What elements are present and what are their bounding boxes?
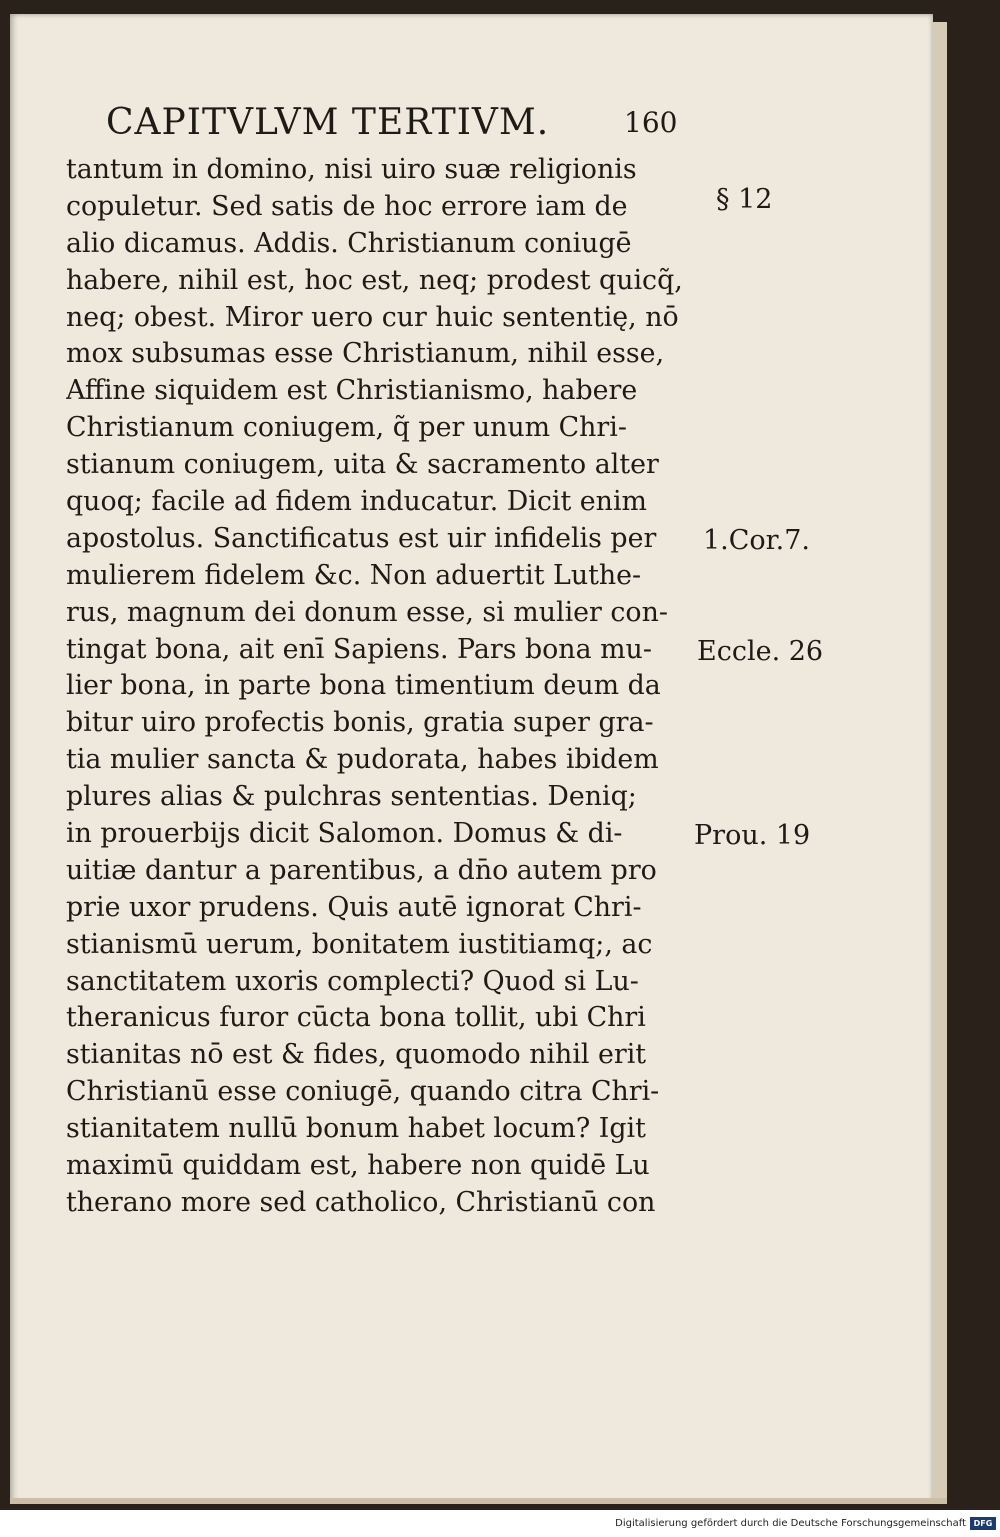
text-line: apostolus. Sanctificatus est uir infidelis per (66, 522, 657, 554)
text-line: maximū quiddam est, habere non quidē Lu (66, 1150, 650, 1182)
text-line: stianitas nō est & fides, quomodo nihil erit (66, 1039, 647, 1071)
text-line: uitiæ dantur a parentibus, a dn̄o autem pro (66, 854, 657, 886)
text-line: Christianum coniugem, q̃ per unum Chri- (66, 412, 627, 444)
text-line: in prouerbijs dicit Salomon. Domus & di- (66, 818, 623, 850)
margin-note: 1.Cor.7. (703, 525, 810, 556)
text-line: tia mulier sancta & pudorata, habes ibidem (66, 744, 659, 776)
page-edge (933, 22, 947, 1500)
margin-note: § 12 (716, 184, 773, 215)
folio-number: 160 (624, 106, 678, 139)
page-bottom-edge (10, 1498, 947, 1504)
text-line: lier bona, in parte bona timentium deum da (66, 670, 661, 702)
margin-note: Prou. 19 (694, 820, 811, 851)
text-line: bitur uiro profectis bonis, gratia super gra- (66, 707, 654, 739)
text-line: stianum coniugem, uita & sacramento alter (66, 449, 659, 481)
text-line: Affine siquidem est Christianismo, habere (66, 375, 638, 407)
body-text (66, 152, 696, 1222)
margin-note: Eccle. 26 (697, 636, 824, 667)
text-line: neq; obest. Miror uero cur huic sententię, nō (66, 301, 679, 333)
text-line: quoq; facile ad fidem inducatur. Dicit enim (66, 486, 647, 518)
text-line: mox subsumas esse Christianum, nihil esse, (66, 338, 665, 370)
running-head (100, 100, 700, 150)
text-line: theranicus furor cūcta bona tollit, ubi Chri (66, 1002, 646, 1034)
text-line: stianitatem nullū bonum habet locum? Igit (66, 1113, 646, 1145)
text-line: Christianū esse coniugē, quando citra Chri- (66, 1076, 660, 1108)
text-line: stianismū uerum, bonitatem iustitiamq;, ac (66, 928, 653, 960)
text-line: prie uxor prudens. Quis autē ignorat Chri- (66, 891, 642, 923)
text-line: sanctitatem uxoris complecti? Quod si Lu- (66, 965, 639, 997)
dfg-logo: DFG (970, 1517, 996, 1530)
text-line: alio dicamus. Addis. Christianum coniugē (66, 227, 632, 259)
text-line: rus, magnum dei donum esse, si mulier con- (66, 596, 668, 628)
footer-bar (0, 1510, 1000, 1537)
text-line: plures alias & pulchras sententias. Deniq; (66, 781, 637, 813)
chapter-title: CAPITVLVM TERTIVM. (106, 102, 550, 143)
text-line: tingat bona, ait enī Sapiens. Pars bona mu- (66, 633, 652, 665)
text-line: mulierem fidelem &c. Non aduertit Luthe- (66, 559, 642, 591)
text-line: tantum in domino, nisi uiro suæ religionis (66, 154, 637, 185)
funding-credit: Digitalisierung gefördert durch die Deutsche Forschungsgemeinschaft (615, 1518, 966, 1529)
text-line: copuletur. Sed satis de hoc errore iam de (66, 190, 628, 222)
text-line: habere, nihil est, hoc est, neq; prodest quicq̃, (66, 264, 683, 296)
text-line: therano more sed catholico, Christianū con (66, 1186, 656, 1218)
